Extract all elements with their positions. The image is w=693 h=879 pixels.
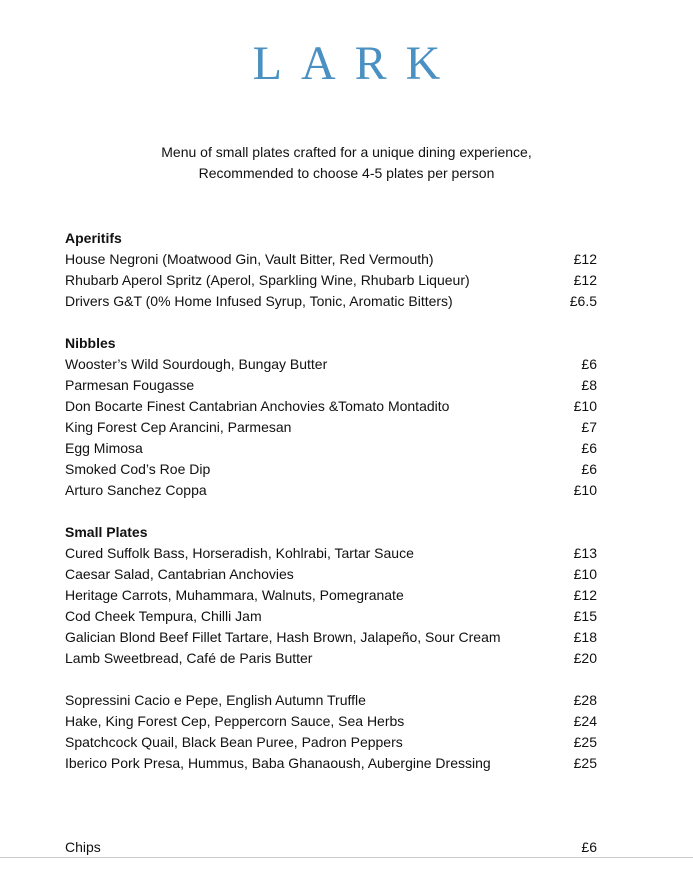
menu-item: [65, 459, 597, 480]
item-price: £8: [581, 377, 597, 393]
item-price: £25: [573, 734, 597, 750]
item-name: King Forest Cep Arancini, Parmesan: [65, 419, 292, 435]
section-nibbles: [65, 333, 597, 501]
menu-item: [65, 396, 597, 417]
menu-item: [65, 375, 597, 396]
section-small-plates: [65, 522, 597, 669]
item-name: Sopressini Cacio e Pepe, English Autumn Truffle: [65, 692, 366, 708]
menu-item: [65, 690, 597, 711]
item-price: £10: [573, 398, 597, 414]
item-price: £28: [573, 692, 597, 708]
item-name: Rhubarb Aperol Spritz (Aperol, Sparkling Wine, Rhubarb Liqueur): [65, 272, 470, 288]
menu-item: [65, 438, 597, 459]
section-heading: Nibbles: [65, 335, 116, 351]
section-aperitifs: [65, 228, 597, 312]
item-name: Spatchcock Quail, Black Bean Puree, Padron Peppers: [65, 734, 403, 750]
item-name: Lamb Sweetbread, Café de Paris Butter: [65, 650, 313, 666]
page-bottom-divider: [0, 857, 693, 858]
item-name: Wooster’s Wild Sourdough, Bungay Butter: [65, 356, 328, 372]
menu-item: [65, 606, 597, 627]
item-name: Iberico Pork Presa, Hummus, Baba Ghanaoush, Aubergine Dressing: [65, 755, 491, 771]
item-price: £18: [573, 629, 597, 645]
item-price: £6: [581, 356, 597, 372]
menu-item: [65, 417, 597, 438]
menu-item: [65, 753, 597, 774]
item-price: £6.5: [569, 293, 597, 309]
menu-item: [65, 564, 597, 585]
item-price: £6: [581, 461, 597, 477]
menu-item: [65, 291, 597, 312]
item-name: Arturo Sanchez Coppa: [65, 482, 207, 498]
item-price: £12: [573, 272, 597, 288]
item-name: Heritage Carrots, Muhammara, Walnuts, Pomegranate: [65, 587, 404, 603]
menu-item: [65, 249, 597, 270]
item-name: Drivers G&T (0% Home Infused Syrup, Tonic, Aromatic Bitters): [65, 293, 453, 309]
section-sides: [65, 837, 597, 858]
item-price: £7: [581, 419, 597, 435]
menu-item: [65, 480, 597, 501]
item-name: Hake, King Forest Cep, Peppercorn Sauce, Sea Herbs: [65, 713, 405, 729]
intro-line-2: Recommended to choose 4-5 plates per person: [198, 165, 495, 181]
item-name: Don Bocarte Finest Cantabrian Anchovies &Tomato Montadito: [65, 398, 450, 414]
section-heading: Small Plates: [65, 524, 148, 540]
item-price: £25: [573, 755, 597, 771]
menu-item: [65, 732, 597, 753]
intro-line-1: Menu of small plates crafted for a unique dining experience,: [161, 144, 532, 160]
item-name: Parmesan Fougasse: [65, 377, 195, 393]
item-name: Smoked Cod’s Roe Dip: [65, 461, 211, 477]
menu-intro: [0, 142, 693, 184]
menu-item: [65, 648, 597, 669]
brand-logo: LARK: [252, 37, 460, 90]
item-name: Galician Blond Beef Fillet Tartare, Hash Brown, Jalapeño, Sour Cream: [65, 629, 501, 645]
menu-item: [65, 354, 597, 375]
item-price: £6: [581, 440, 597, 456]
menu-item: [65, 585, 597, 606]
section-larger-plates: [65, 690, 597, 774]
item-price: £6: [581, 839, 597, 855]
menu-item: [65, 837, 597, 858]
item-name: Cod Cheek Tempura, Chilli Jam: [65, 608, 262, 624]
item-price: £20: [573, 650, 597, 666]
menu-list: [65, 228, 597, 879]
menu-item: [65, 711, 597, 732]
menu-item: [65, 270, 597, 291]
item-price: £12: [573, 251, 597, 267]
item-price: £15: [573, 608, 597, 624]
item-name: Egg Mimosa: [65, 440, 143, 456]
item-price: £24: [573, 713, 597, 729]
item-name: Cured Suffolk Bass, Horseradish, Kohlrabi, Tartar Sauce: [65, 545, 414, 561]
item-name: Caesar Salad, Cantabrian Anchovies: [65, 566, 294, 582]
menu-item: [65, 543, 597, 564]
item-price: £13: [573, 545, 597, 561]
section-heading: Aperitifs: [65, 230, 122, 246]
item-name: Chips: [65, 839, 101, 855]
spacer: [65, 795, 597, 837]
menu-item: [65, 627, 597, 648]
item-price: £10: [573, 566, 597, 582]
item-price: £10: [573, 482, 597, 498]
item-price: £12: [573, 587, 597, 603]
item-name: House Negroni (Moatwood Gin, Vault Bitter, Red Vermouth): [65, 251, 434, 267]
